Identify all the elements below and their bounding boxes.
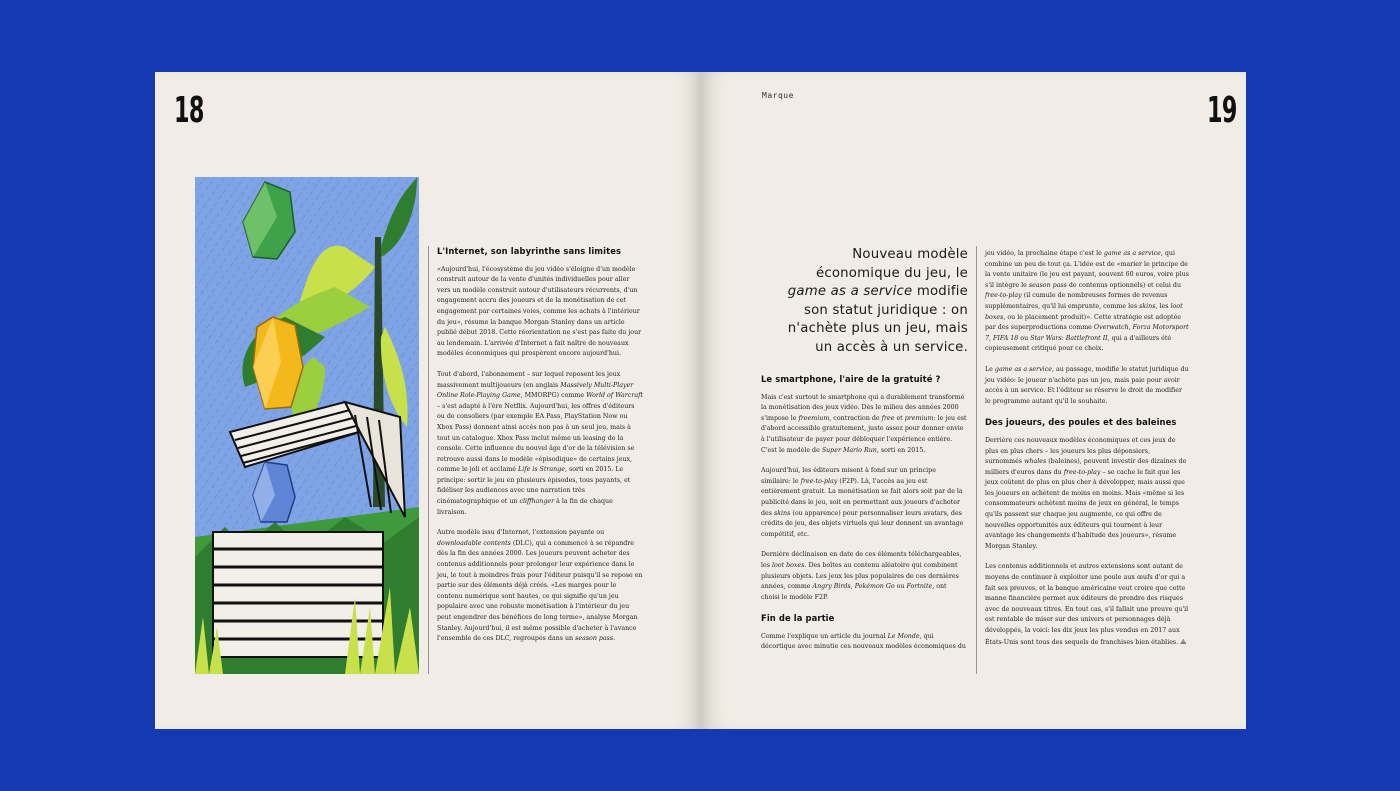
paragraph: Le game as a service, au passage, modifie le statut juridique du jeu vidéo: le joueur n'achète pas un jeu, mais paie pour avoir accès à un service. Et l'éditeur se réserve le droit de modifier le programme autant qu'il le souhaite. xyxy=(985,365,1189,405)
paragraph: Comme l'explique un article du journal Le Monde, qui décortique avec minutie ces nouveaux modèles économiques du xyxy=(761,632,966,651)
heading-smartphone: Le smartphone, l'aire de la gratuité ? xyxy=(761,374,941,384)
column-rule xyxy=(976,246,977,674)
column-2 xyxy=(761,374,967,653)
page-number-left: 18 xyxy=(174,90,204,131)
paragraph: Mais c'est surtout le smartphone qui a durablement transformé la monétisation des jeux vidéo. Dès le milieu des années 2000 s'impose le freemium, contraction de free et premium: le jeu est d'abord accessible gratuitement, juste assez pour donner envie à l'utilisateur de payer pour débloquer l'expérience entière. C'est le modèle de Super Mario Run, sorti en 2015. xyxy=(761,393,967,454)
page-number-right: 19 xyxy=(1207,90,1237,131)
paragraph: Dernière déclinaison en date de ces éléments téléchargeables, les loot boxes. Des boîtes au contenu aléatoire qui combinent plusieurs objets. Les jeux les plus populaires de ces dernières années, comme Angry Birds, Pokémon Go ou Fortnite, ont choisi le modèle F2P. xyxy=(761,551,962,601)
column-1 xyxy=(437,246,643,645)
paragraph: Les contenus additionnels et autres extensions sont autant de moyens de continuer à exploiter une poule aux œufs d'or qui a fait ses preuves, et la banque américaine veut croire que cette manne financière permet aux éditeurs de prendre des risques avec de nouveaux titres. En tout cas, s'il fallait une preuve qu'il est rentable de miser sur des univers et personnages déjà développés, la voici: les dix jeux les plus vendus en 2017 aux États-Unis sont tous des sequels de franchises bien établies. ⟁ xyxy=(985,563,1189,646)
column-3 xyxy=(985,249,1189,648)
illustration xyxy=(195,177,419,674)
end-mark-icon: ⟁ xyxy=(1180,637,1187,646)
paragraph: Derrière ces nouveaux modèles économiques et ces jeux de plus en plus chers – les joueurs les plus dépensiers, surnommés whales (baleines), peuvent investir des dizaines de milliers d'euros dans du free-to-play – se cache le fait que les jeux coûtent de plus en plus cher à développer, mais aussi que les joueurs en achètent de moins en moins. Mais «même si les consommateurs achètent moins de jeux en général, le temps qu'ils passent sur chaque jeu augmente, ce qui offre de nouvelles opportunités aux éditeurs qui tournent à leur avantage les changements d'habitude des joueurs», résume Morgan Stanley. xyxy=(985,436,1187,550)
column-rule xyxy=(428,246,429,674)
paragraph: Autre modèle issu d'Internet, l'extension payante ou downloadable contents (DLC), qui a commencé à se répandre dès la fin des années 2000. Les joueurs peuvent acheter des contenus additionnels pour prolonger leur expérience dans le jeu, le tout à moindres frais pour l'éditeur puisqu'il se repose en partie sur des éléments déjà créés. «Les marges pour le contenu numérique sont hautes, ce qui signifie qu'un jeu populaire avec une robuste monétisation à l'intérieur du jeu peut engendrer des bénéfices de long terme», analyse Morgan Stanley. Aujourd'hui, il est même possible d'acheter à l'avance l'ensemble de ces DLC, regroupés dans un season pass. xyxy=(437,529,643,643)
heading-internet: L'Internet, son labyrinthe sans limites xyxy=(437,246,622,256)
pull-quote: Nouveau modèle économique du jeu, le game as a service modifie son statut juridique : on n'achète plus un jeu, mais un accès à un service. xyxy=(787,247,968,355)
heading-joueurs-baleines: Des joueurs, des poules et des baleines xyxy=(985,417,1177,428)
section-label: Marque xyxy=(762,91,794,100)
paragraph: «Aujourd'hui, l'écosystème du jeu vidéo s'éloigne d'un modèle construit autour de la vente d'unités individuelles pour aller vers un modèle construit autour d'utilisateurs récurrents, d'un engagement accru des joueurs et de la monétisation de cet engagement par certaines voies, comme les achats à l'intérieur du jeu», résume la banque Morgan Stanley dans un article publié début 2018. Cette réorientation ne s'est pas faite du jour au lendemain. L'arrivée d'Internet a fait naître de nouveaux modèles économiques qui prospèrent encore aujourd'hui. xyxy=(437,265,642,358)
paragraph: jeu vidéo, la prochaine étape c'est le game as a service, qui combine un peu de tout ça. L'idée est de «marier le principe de la vente unitaire (le jeu est payant, souvent 60 euros, voire plus s'il intègre le season pass de contenus optionnels) et celui du free-to-play (il cumule de nombreuses formes de revenus supplémentaires, qu'il lui emprunte, comme les skins, les loot boxes, ou le placement produit)». Cette stratégie est adoptée par des superproductions comme Overwatch, Forza Motorsport 7, FIFA 18 ou Star Wars: Battlefront II, qui a d'ailleurs été copieusement critiqué pour ce choix. xyxy=(985,250,1189,353)
heading-fin-partie: Fin de la partie xyxy=(761,613,835,624)
paragraph: Aujourd'hui, les éditeurs misent à fond sur un principe similaire: le free-to-play (F2P). Là, l'accès au jeu est entièrement gratuit. La monétisation se fait alors soit par de la publicité dans le jeu, soit en permettant aux joueurs d'acheter des skins (ou apparence) pour personnaliser leurs avatars, des crédits de jeu, des objets virtuels qui leur donnent un avantage compétitif, etc. xyxy=(761,467,964,538)
paragraph: Tout d'abord, l'abonnement – sur lequel reposent les jeux massivement multijoueurs (en anglais Massively Multi-Player Online Role-Playing Game, MMORPG) comme World of Warcraft – s'est adapté à l'ère Netflix. Aujourd'hui, les offres d'éditeurs ou de consoliers (par exemple EA Pass, PlayStation Now ou Xbox Pass) donnent ainsi accès non pas à un seul jeu, mais à tout un catalogue. Xbox Pass inclut même un leasing de la console. Cette influence du nouvel âge d'or de la télévision se retrouve aussi dans le modèle «épisodique» de certains jeux, comme le joli et acclamé Life is Strange, sorti en 2015. Le principe: sortir le jeu en plusieurs épisodes, tous payants, et fidéliser les audiences avec une narration très cinématographique et un cliffhanger à la fin de chaque livraison. xyxy=(437,370,643,516)
